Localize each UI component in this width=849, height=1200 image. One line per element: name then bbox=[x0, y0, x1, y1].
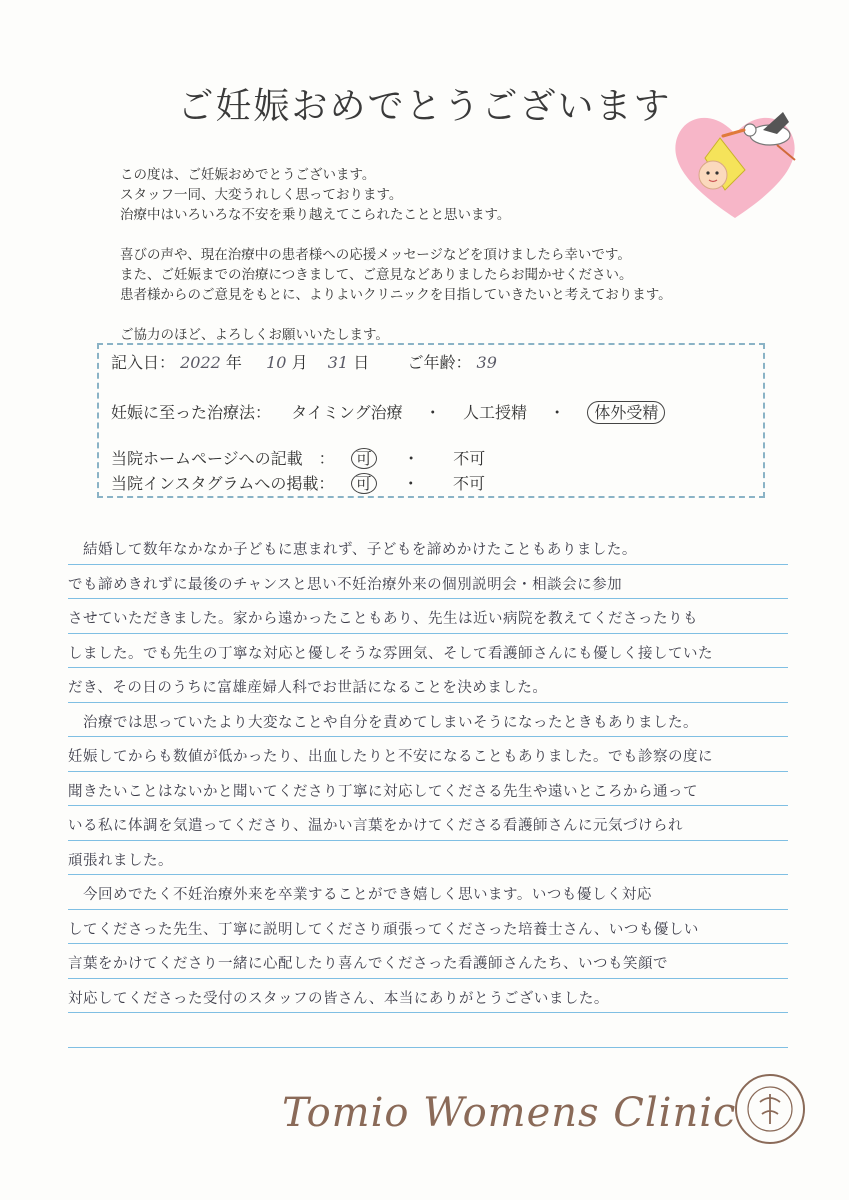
message-line: でも諦めきれずに最後のチャンスと思い不妊治療外来の個別説明会・相談会に参加 bbox=[68, 565, 788, 600]
instagram-separator: ・ bbox=[402, 474, 419, 493]
intro-paragraph-3 bbox=[120, 325, 780, 345]
message-line: 言葉をかけてくださり一緒に心配したり喜んでくださった看護師さんたち、いつも笑顔で bbox=[68, 944, 788, 979]
intro-line: スタッフ一同、大変うれしく思っております。 bbox=[120, 187, 403, 203]
intro-text bbox=[120, 165, 780, 365]
message-line: してくださった先生、丁寧に説明してくださり頑張ってくださった培養士さん、いつも優しい bbox=[68, 910, 788, 945]
clinic-logo-text: Tomio Womens Clinic bbox=[282, 1090, 737, 1136]
message-line: 結婚して数年なかなか子どもに恵まれず、子どもを諦めかけたこともありました。 bbox=[68, 530, 788, 565]
age-label: ご年齢： bbox=[407, 353, 472, 372]
instagram-yes-selected: 可 bbox=[351, 473, 377, 494]
homepage-no: 不可 bbox=[453, 449, 486, 468]
treatment-separator: ・ bbox=[549, 403, 566, 422]
treatment-row bbox=[111, 400, 665, 423]
date-label: 記入日： bbox=[111, 353, 176, 372]
treatment-option-ivf-selected: 体外受精 bbox=[587, 401, 665, 424]
message-line: 聞きたいことはないかと聞いてくださり丁寧に対応してくださる先生や遠いところから通って bbox=[68, 772, 788, 807]
treatment-option-timing: タイミング治療 bbox=[291, 403, 403, 422]
message-line: だき、その日のうちに富雄産婦人科でお世話になることを決めました。 bbox=[68, 668, 788, 703]
intro-paragraph-1 bbox=[120, 165, 780, 225]
intro-line: また、ご妊娠までの治療につきまして、ご意見などありましたらお聞かせください。 bbox=[120, 267, 633, 283]
date-day-value: 31 bbox=[327, 353, 349, 372]
message-line: いる私に体調を気遣ってくださり、温かい言葉をかけてくださる看護師さんに元気づけられ bbox=[68, 806, 788, 841]
instagram-no: 不可 bbox=[452, 474, 485, 493]
instagram-row bbox=[111, 471, 485, 494]
homepage-yes-selected: 可 bbox=[351, 448, 377, 469]
message-line: しました。でも先生の丁寧な対応と優しそうな雰囲気、そして看護師さんにも優しく接していた bbox=[68, 634, 788, 669]
intro-line: 治療中はいろいろな不安を乗り越えてこられたことと思います。 bbox=[120, 207, 511, 223]
intro-line: 患者様からのご意見をもとに、よりよいクリニックを目指していきたいと考えております。 bbox=[120, 287, 672, 303]
intro-line: 喜びの声や、現在治療中の患者様への応援メッセージなどを頂けましたら幸いです。 bbox=[120, 247, 631, 263]
message-line: 今回めでたく不妊治療外来を卒業することができ嬉しく思います。いつも優しく対応 bbox=[68, 875, 788, 910]
date-month-value: 10 bbox=[266, 353, 287, 372]
day-unit: 日 bbox=[353, 353, 370, 372]
page-title: ご妊娠おめでとうございます bbox=[177, 86, 672, 127]
treatment-label: 妊娠に至った治療法： bbox=[111, 403, 272, 422]
homepage-row bbox=[111, 446, 485, 469]
intro-line: ご協力のほど、よろしくお願いいたします。 bbox=[120, 327, 389, 343]
month-unit: 月 bbox=[291, 353, 308, 372]
date-year-value: 2022 bbox=[180, 353, 221, 372]
intro-paragraph-2 bbox=[120, 245, 780, 305]
year-unit: 年 bbox=[225, 353, 242, 372]
message-line: 治療では思っていたより大変なことや自分を責めてしまいそうになったときもありました。 bbox=[68, 703, 788, 738]
handwritten-message bbox=[68, 530, 788, 1048]
treatment-separator: ・ bbox=[424, 403, 441, 422]
message-line: 妊娠してからも数値が低かったり、出血したりと不安になることもありました。でも診察の度に bbox=[68, 737, 788, 772]
message-line: 対応してくださった受付のスタッフの皆さん、本当にありがとうございました。 bbox=[68, 979, 788, 1014]
instagram-label: 当院インスタグラムへの掲載： bbox=[111, 474, 335, 493]
homepage-separator: ・ bbox=[403, 449, 420, 468]
message-line bbox=[68, 1013, 788, 1048]
info-form bbox=[97, 343, 765, 498]
age-value: 39 bbox=[476, 353, 497, 372]
message-line: させていただきました。家から遠かったこともあり、先生は近い病院を教えてくださったりも bbox=[68, 599, 788, 634]
treatment-option-artificial: 人工授精 bbox=[462, 403, 527, 422]
message-line: 頑張れました。 bbox=[68, 841, 788, 876]
homepage-label: 当院ホームページへの記載 ： bbox=[111, 449, 335, 468]
date-age-row bbox=[111, 350, 497, 373]
intro-line: この度は、ご妊娠おめでとうございます。 bbox=[120, 167, 376, 183]
clinic-seal-icon bbox=[733, 1072, 807, 1146]
